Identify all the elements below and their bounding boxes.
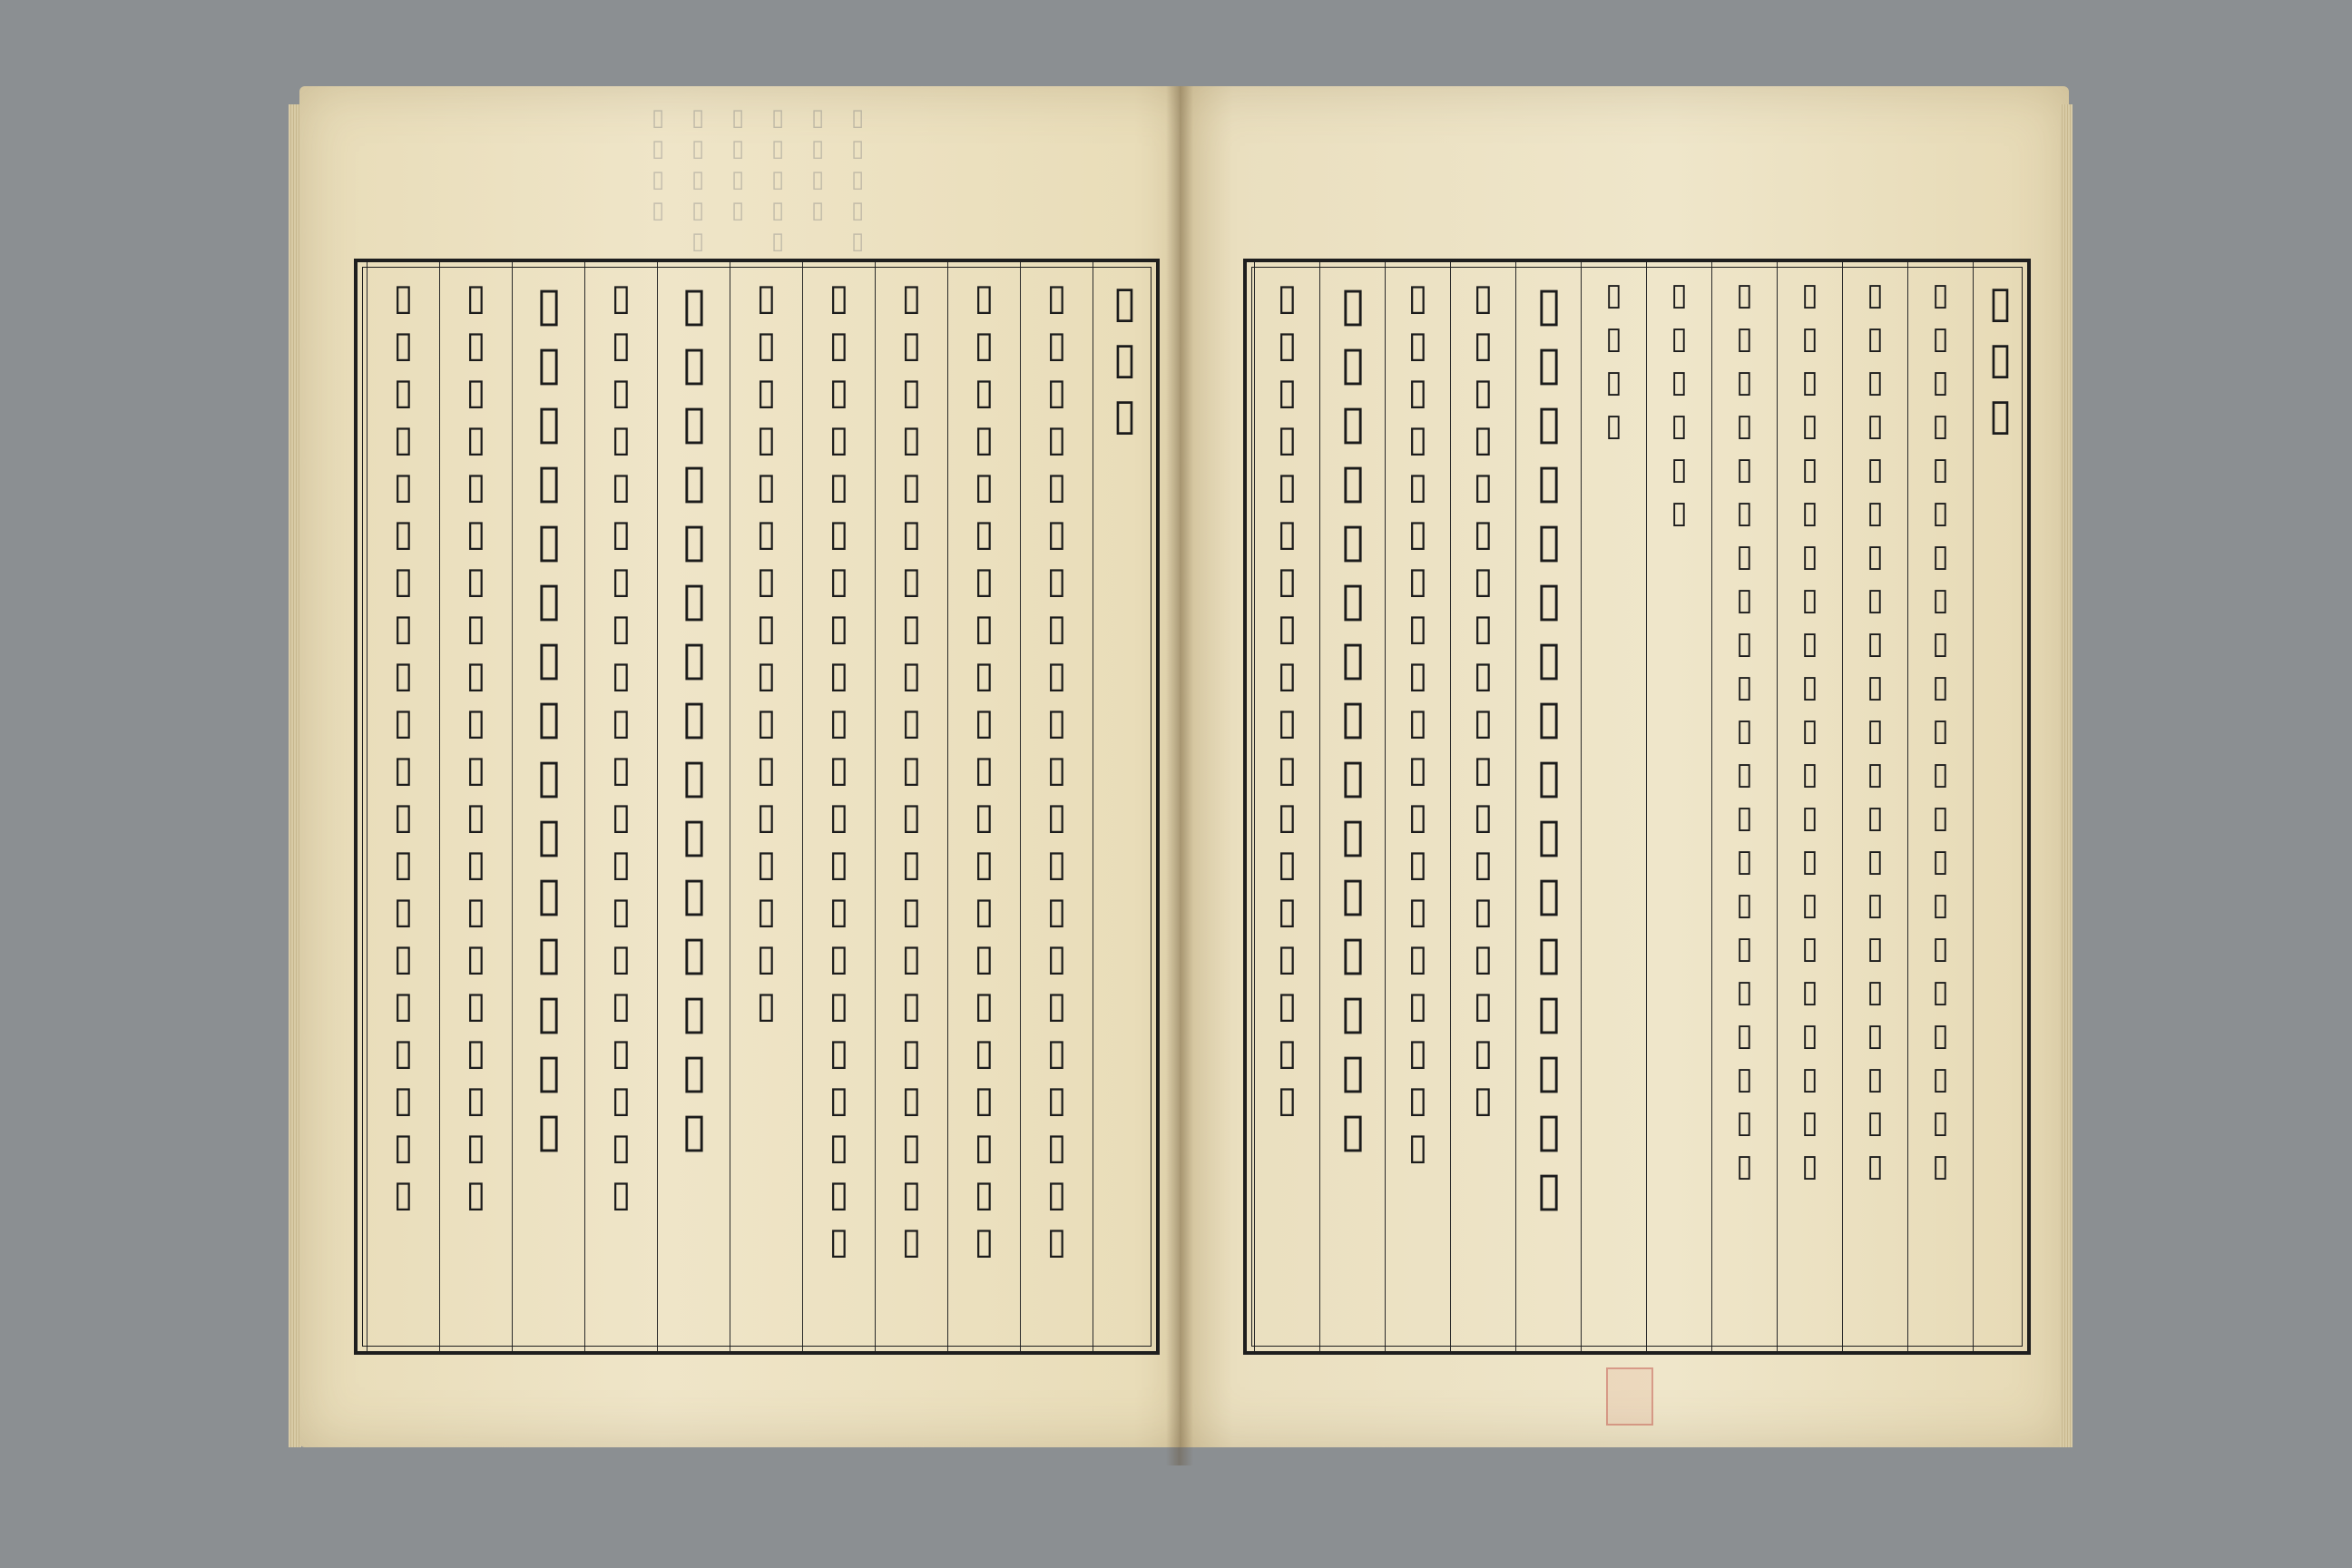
right-page-text-column: ▯▯▯▯▯▯ <box>1646 262 1711 1351</box>
right-page-text-column: ▯▯▯▯▯▯▯▯▯▯▯▯▯▯▯▯▯▯ <box>1254 262 1319 1351</box>
left-page-text-column: ▯▯▯▯▯▯▯▯▯▯▯▯▯▯▯▯▯▯▯▯▯ <box>1020 262 1093 1351</box>
right-page-text-column: ▯▯▯▯▯▯▯▯▯▯▯▯▯▯▯▯▯▯ <box>1450 262 1515 1351</box>
left-page-text-column: ▯▯▯▯▯▯▯▯▯▯▯▯▯▯▯▯▯▯▯▯▯ <box>947 262 1020 1351</box>
bleed-through-column: ▯▯▯▯ <box>644 104 671 228</box>
bleed-through-column: ▯▯▯▯▯ <box>764 104 791 259</box>
bleed-through-column: ▯▯▯▯▯ <box>844 104 871 259</box>
left-page-text-column: ▯▯▯▯▯▯▯▯▯▯▯▯▯▯▯▯▯▯▯▯ <box>584 262 657 1351</box>
left-text-frame <box>354 259 1160 1355</box>
right-page-text-column: ▯▯▯▯▯▯▯▯▯▯▯▯▯▯▯▯▯▯▯▯▯ <box>1777 262 1842 1351</box>
bleed-through-column: ▯▯▯▯ <box>804 104 831 228</box>
left-page-text-column: ▯▯▯▯▯▯▯▯▯▯▯▯▯▯▯ <box>512 262 584 1351</box>
left-page-heading-column: ▯▯▯ <box>1093 262 1156 1351</box>
right-page-text-column: ▯▯▯▯▯▯▯▯▯▯▯▯▯▯▯▯▯▯▯ <box>1385 262 1450 1351</box>
left-page-text-column: ▯▯▯▯▯▯▯▯▯▯▯▯▯▯▯▯▯▯▯▯ <box>439 262 512 1351</box>
bleed-through-column: ▯▯▯▯ <box>724 104 751 228</box>
right-page-text-column: ▯▯▯▯▯▯▯▯▯▯▯▯▯▯▯ <box>1319 262 1385 1351</box>
right-text-frame <box>1243 259 2031 1355</box>
left-page-text-column: ▯▯▯▯▯▯▯▯▯▯▯▯▯▯▯▯▯▯▯▯▯ <box>875 262 947 1351</box>
left-page-text-column: ▯▯▯▯▯▯▯▯▯▯▯▯▯▯▯▯▯▯▯▯ <box>367 262 439 1351</box>
right-page <box>1180 86 2069 1447</box>
right-page-text-column: ▯▯▯▯▯▯▯▯▯▯▯▯▯▯▯▯ <box>1515 262 1581 1351</box>
left-page <box>299 86 1207 1447</box>
right-page-text-column: ▯▯▯▯▯▯▯▯▯▯▯▯▯▯▯▯▯▯▯▯▯ <box>1842 262 1907 1351</box>
left-page-text-column: ▯▯▯▯▯▯▯▯▯▯▯▯▯▯▯ <box>657 262 730 1351</box>
right-page-text-column: ▯▯▯▯▯▯▯▯▯▯▯▯▯▯▯▯▯▯▯▯▯ <box>1711 262 1777 1351</box>
right-page-edge <box>2060 104 2073 1447</box>
bleed-through-text <box>644 104 871 259</box>
right-page-heading-column: ▯▯▯ <box>1973 262 2027 1351</box>
bleed-through-column: ▯▯▯▯▯ <box>684 104 711 259</box>
right-page-text-column: ▯▯▯▯ <box>1581 262 1646 1351</box>
left-page-text-column: ▯▯▯▯▯▯▯▯▯▯▯▯▯▯▯▯ <box>730 262 802 1351</box>
open-book <box>272 86 2087 1475</box>
book-gutter <box>1166 86 1193 1465</box>
right-page-text-column: ▯▯▯▯▯▯▯▯▯▯▯▯▯▯▯▯▯▯▯▯▯ <box>1907 262 1973 1351</box>
red-seal-stamp <box>1606 1367 1653 1426</box>
left-page-text-column: ▯▯▯▯▯▯▯▯▯▯▯▯▯▯▯▯▯▯▯▯▯ <box>802 262 875 1351</box>
